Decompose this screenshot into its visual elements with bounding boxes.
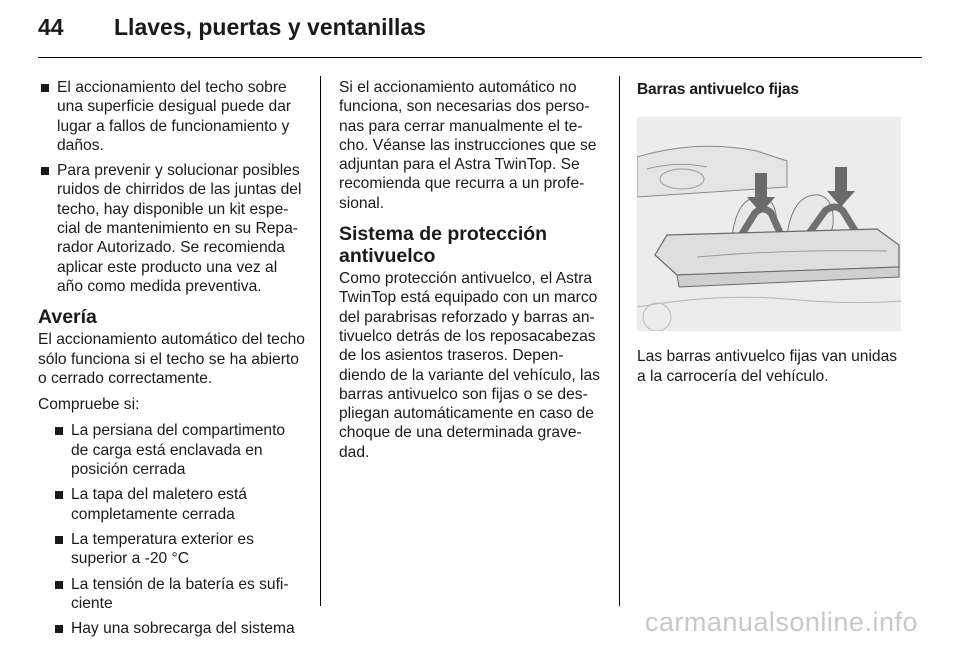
list-item: La temperatura exterior es superior a -20 °C xyxy=(52,530,306,569)
list-item: El accionamiento del techo sobre una superficie desigual puede dar lugar a fallos de funcionamiento y daños. xyxy=(38,78,306,155)
column-divider xyxy=(619,76,620,606)
column-3 xyxy=(637,78,907,393)
section-heading-antivuelco: Sistema de protección antivuelco xyxy=(339,223,548,268)
header-rule xyxy=(38,57,922,58)
car-rollbar-illustration xyxy=(637,117,901,331)
list-item: Para prevenir y solucionar posibles ruidos de chirridos de las juntas del techo, hay disponible un kit especial de mantenimiento en su Reparador Autorizado. Se recomienda aplicar este producto una vez al año como medida preventiva. xyxy=(38,161,306,296)
page-header xyxy=(38,14,426,44)
list-item: La tensión de la batería es suficiente xyxy=(52,575,306,614)
paragraph: Como protección antivuelco, el Astra TwinTop está equipado con un marco del parabrisas reforzado y barras antivuelco detrás de los reposacabezas de los asientos traseros. Dependiendo de la variante del vehículo, las barras antivuelco son fijas o se despliegan automáticamente en caso de choque de una determinada gravedad. xyxy=(339,270,600,461)
section-heading-barras: Barras antivuelco fijas xyxy=(637,81,799,98)
section-heading-averia: Avería xyxy=(38,306,97,329)
column-1 xyxy=(38,78,306,646)
bullet-list xyxy=(38,78,306,296)
watermark-text: carmanualsonline.info xyxy=(644,607,918,637)
paragraph: Las barras antivuelco fijas van unidas a la carrocería del vehículo. xyxy=(637,348,898,385)
column-2 xyxy=(339,78,605,469)
list-item: La tapa del maletero está completamente cerrada xyxy=(52,485,306,524)
page-number: 44 xyxy=(38,14,64,40)
paragraph: Si el accionamiento automático no funciona, son necesarias dos personas para cerrar manualmente el techo. Véanse las instrucciones que se adjuntan para el Astra TwinTop. Se recomienda que recurra a un profesional. xyxy=(339,79,597,212)
paragraph: Compruebe si: xyxy=(38,396,140,414)
rollbar-drawing xyxy=(637,117,901,331)
page-title: Llaves, puertas y ventanillas xyxy=(114,14,426,40)
paragraph: El accionamiento automático del techo sólo funciona si el techo se ha abierto o cerrado correctamente. xyxy=(38,331,305,387)
list-item: La persiana del compartimento de carga está enclavada en posición cerrada xyxy=(52,421,306,479)
list-item: Hay una sobrecarga del sistema xyxy=(52,619,306,638)
column-divider xyxy=(320,76,321,606)
checklist xyxy=(52,421,306,638)
